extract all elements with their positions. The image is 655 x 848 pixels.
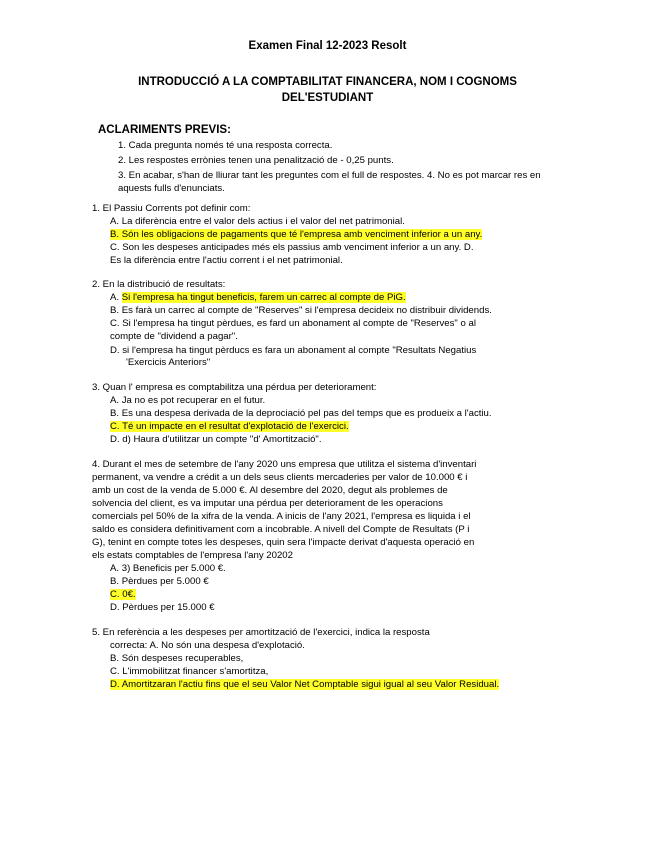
question-1-option-c: C. Son les despeses anticipades més els passius amb venciment inferior a un any. D. xyxy=(110,242,474,253)
question-4-stem-line: permanent, va vendre a crédit a un dels seus clients mercaderies per valor de 10.000 € i xyxy=(92,472,468,483)
answer-highlight: B. Són les obligacions de pagaments que té l'empresa amb venciment inferior a un any. xyxy=(110,229,483,240)
question-1-option-b-correct xyxy=(110,229,482,241)
question-2-option-d: D. si l'empresa ha tingut pèrducs es fara un abonament al compte "Resultats Negatius xyxy=(110,345,477,356)
question-5-stem: 5. En referència a les despeses per amortització de l'exercici, indica la resposta xyxy=(92,627,430,638)
question-1-stem: 1. El Passiu Corrents pot definir com: xyxy=(92,203,251,214)
question-4-stem-line: solvencia del client, es va imputar una pérdua per deteriorament de les operacions xyxy=(92,498,443,509)
question-5-stem-cont: correcta: A. No són una despesa d'explotació. xyxy=(110,640,305,651)
question-2-option-a-correct xyxy=(110,292,406,304)
question-2-option-c: C. Si l'empresa ha tingut pèrdues, es fard un abonament al compte de "Reserves" o al xyxy=(110,318,476,329)
question-1-option-a: A. La diferència entre el valor dels actius i el valor del net patrimonial. xyxy=(110,216,405,227)
question-3-stem: 3. Quan l' empresa es comptabilitza una pérdua per deteriorament: xyxy=(92,382,377,393)
previs-item: 1. Cada pregunta només té una resposta correcta. xyxy=(118,140,333,151)
exam-title: Examen Final 12-2023 Resolt xyxy=(248,40,407,52)
question-5-option-d-correct xyxy=(110,679,499,691)
answer-highlight: C. Té un impacte en el resultat d'explotació de l'exercici. xyxy=(110,421,349,432)
answer-highlight: Si l'empresa ha tingut beneficis, farem un carrec al compte de PiG. xyxy=(121,292,406,303)
question-3-option-c-correct xyxy=(110,421,349,433)
subtitle-line-2: DEL'ESTUDIANT xyxy=(281,92,374,104)
option-letter: A. xyxy=(110,292,120,303)
question-3-option-a: A. Ja no es pot recuperar en el futur. xyxy=(110,395,266,406)
question-2-option-b: B. Es farà un carrec al compte de "Reserves" si l'empresa decideix no distribuir dividends. xyxy=(110,305,492,316)
question-2-option-c-cont: compte de "dividend a pagar". xyxy=(110,331,238,342)
question-2-stem: 2. En la distribució de resultats: xyxy=(92,279,226,290)
question-3-option-b: B. Es una despesa derivada de la deprociació pel pas del temps que es produeix a l'actiu. xyxy=(110,408,492,419)
question-4-option-b: B. Pèrdues per 5.000 € xyxy=(110,576,209,587)
question-5-option-c: C. L'immobilitzat financer s'amortitza, xyxy=(110,666,269,677)
previs-item: 2. Les respostes errònies tenen una penalització de - 0,25 punts. xyxy=(118,155,394,166)
question-4-stem-line: saldo es considera definitivament com a incobrable. A nivell del Compte de Resultats (P i xyxy=(92,524,470,535)
question-4-stem-line: comercials pel 50% de la xifra de la venda. A inicis de l'any 2021, l'empresa es liquida i el xyxy=(92,511,471,522)
question-4-stem-line: els estats comptables de l'empresa l'any 20202 xyxy=(92,550,293,561)
previs-item: 3. En acabar, s'han de lliurar tant les preguntes com el full de respostes. 4. No es pot marcar res en xyxy=(118,170,541,181)
question-4-option-c-correct xyxy=(110,589,136,601)
subtitle-line-1: INTRODUCCIÓ A LA COMPTABILITAT FINANCERA, NOM I COGNOMS xyxy=(138,76,517,88)
previs-heading: ACLARIMENTS PREVIS: xyxy=(98,124,231,136)
question-4-stem-line: G), tenint en compte totes les despeses, quin sera l'impacte derivat d'aquesta operació en xyxy=(92,537,475,548)
question-1-option-c-cont: Es la diferència entre l'actiu corrent i el net patrimonial. xyxy=(110,255,343,266)
answer-highlight: C. 0€. xyxy=(110,589,136,600)
question-3-option-d: D. d) Haura d'utilitzar un compte "d' Amortització". xyxy=(110,434,322,445)
question-4-option-a: A. 3) Beneficis per 5.000 €. xyxy=(110,563,226,574)
question-5-option-b: B. Són despeses recuperables, xyxy=(110,653,244,664)
question-4-option-d: D. Pèrdues per 15.000 € xyxy=(110,602,215,613)
answer-highlight: D. Amortitzaran l'actiu fins que el seu Valor Net Comptable sigui igual al seu Valor Residual. xyxy=(110,679,500,690)
question-4-stem-line: amb un cost de la venda de 5.000 €. Al desembre del 2020, degut als problemes de xyxy=(92,485,448,496)
question-4-stem-line: 4. Durant el mes de setembre de l'any 2020 uns empresa que utilitza el sistema d'inventari xyxy=(92,459,477,470)
previs-item: aquests fulls d'enunciats. xyxy=(118,183,225,194)
question-2-option-d-cont: 'Exercicis Anteriors" xyxy=(126,357,211,368)
